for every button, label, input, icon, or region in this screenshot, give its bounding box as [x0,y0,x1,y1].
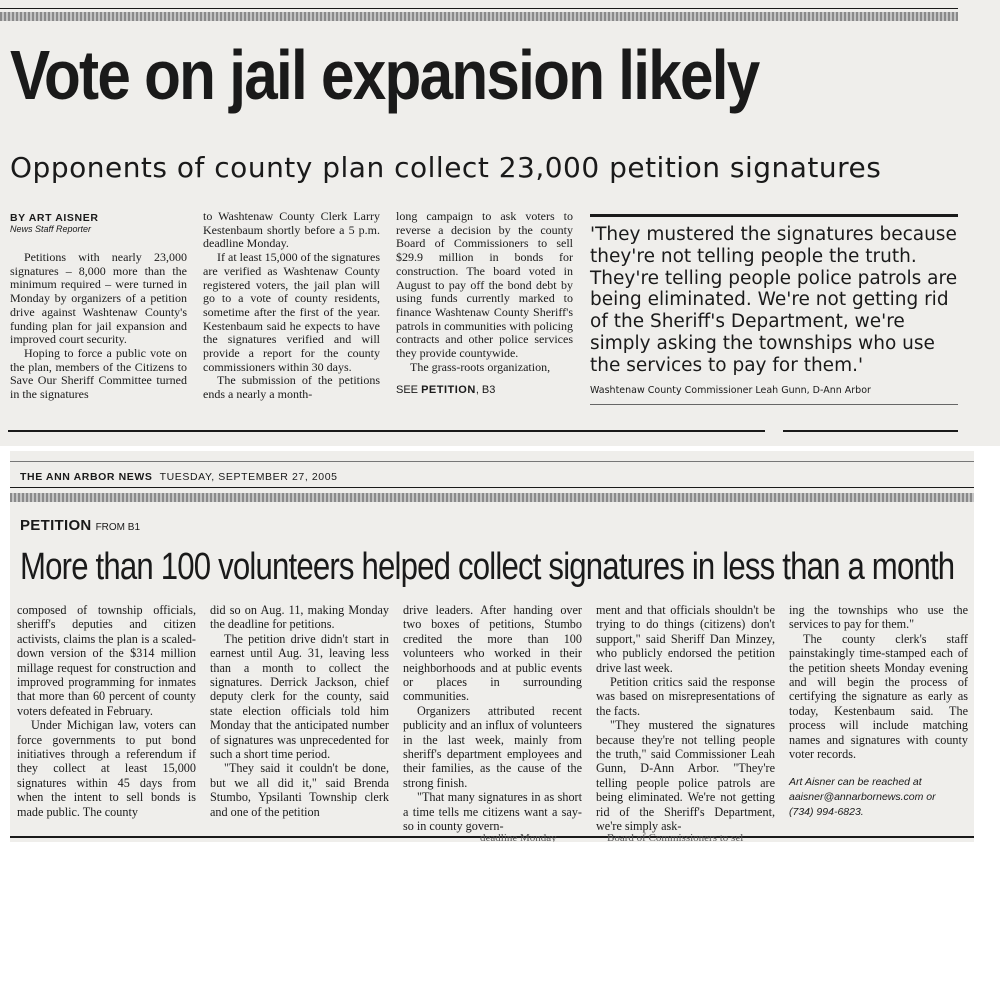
jump-slug [20,517,140,535]
pull-quote-attribution: Washtenaw County Commissioner Leah Gunn, D-Ann Arbor [590,385,871,396]
paragraph: composed of township officials, sheriff's deputies and citizen activists, claims the plan is a scaled-down version of the $314 million millage request for construction and improved programming for inmates that more than 60 percent of county voters defeated in February. [17,603,196,718]
article-column-2 [203,210,380,402]
masthead-top-rule [10,461,974,462]
jump-label: PETITION [421,384,476,397]
paragraph: Under Michigan law, voters can force governments to put bond initiatives through a referendum if they collect at least 15,000 signatures within 45 days from when the intent to sell bonds is made public. The county [17,718,196,819]
article-column-3 [403,603,582,834]
jump-line [396,384,573,398]
article-column-3 [396,210,573,398]
paragraph: The county clerk's staff painstakingly time-stamped each of the petition sheets Monday evening and will begin the process of certifying the signature as early as today, Kestenbaum said. The process will include matching names and signatures with county voter records. [789,631,968,762]
clipping-top [0,0,1000,446]
paragraph: ing the townships who use the services to pay for them." [789,603,968,632]
headline: Vote on jail expansion likely [10,36,759,114]
paragraph: Hoping to force a public vote on the plan, members of the Citizens to Save Our Sheriff Committee turned in the signatures [10,345,187,402]
paragraph: "That many signatures in as short a time tells me citizens want a say-so in county govern- [403,790,582,834]
masthead-paper: THE ANN ARBOR NEWS [20,471,153,483]
paragraph: drive leaders. After handing over two boxes of petitions, Stumbo credited the more than 100 volunteers who worked in their neighborhoods and at public events or places in surrounding communities. [403,603,582,704]
contact-email: aaisner@annarbornews.com or [789,791,936,804]
contact-phone: (734) 994-6823. [789,806,864,819]
masthead [20,471,338,483]
masthead-date: TUESDAY, SEPTEMBER 27, 2005 [159,471,338,483]
paragraph: Organizers attributed recent publicity and an influx of volunteers in the last week, mainly from sheriff's department employees and their families, as the cause of the strong finish. [403,703,582,790]
slug-label: PETITION [20,517,92,534]
pull-quote: 'They mustered the signatures because they're not telling people the truth. They're telling people police patrols are being eliminated. We're not getting rid of the Sheriff's Department, we're simply asking the townships who use the services to pay for them.' [590,224,958,376]
paragraph: The grass-roots organization, [410,359,551,374]
contact-line: Art Aisner can be reached at [789,776,922,789]
paragraph: If at least 15,000 of the signatures are verified as Washtenaw County registered voters, the jail plan will go to a vote of county residents, sometime after the first of the year. Kestenbaum said he expects to have the signatures verified and will provide a report for the county commissioners within 30 days. [203,250,380,374]
masthead-band [10,493,974,502]
pull-quote-top-rule [590,214,958,217]
clipping-bottom [10,451,974,842]
footer-rule-right [783,430,958,432]
header-rule [0,8,958,9]
article-column-2 [210,603,389,819]
article-column-1 [10,251,187,402]
paragraph: "They mustered the signatures because they're not telling people the truth," said Commissioner Leah Gunn, D-Ann Arbor. "They're telling people police patrols are being eliminated. We're not getting rid of the Sheriff's Department, we're simply ask- [596,718,775,834]
pull-quote-bottom-rule [590,404,958,405]
paragraph: ment and that officials shouldn't be trying to do things (citizens) don't support," said Sheriff Dan Minzey, who publicly endorsed the petition drive last week. [596,603,775,675]
paragraph: long campaign to ask voters to reverse a decision by the county Board of Commissioners to sell $29.9 million in bonds for construction. The board voted in August to pay off the bond debt by using funds currently marked to finance Washtenaw County Sheriff's patrols in communities with policing contracts and other police services they provide countywide. [396,209,573,361]
byline-title: News Staff Reporter [10,224,92,234]
header-band [0,12,958,21]
footer-rule [8,430,765,432]
article-column-5 [789,603,968,820]
bleed-text: deadline Monday [480,832,557,842]
article-column-4 [596,603,775,834]
paragraph: Petition critics said the response was based on misrepresentations of the facts. [596,675,775,718]
paragraph: Petitions with nearly 23,000 signatures – 8,000 more than the minimum required – were turned in Monday by organizers of a petition drive against Washtenaw County's funding plan for jail expansion and improved court security. [10,250,187,347]
paragraph: The submission of the petitions ends a nearly a month- [203,373,380,402]
byline: BY ART AISNER [10,212,99,224]
subheadline: Opponents of county plan collect 23,000 petition signatures [10,151,882,184]
bleed-text: Board of Commissioners to sel [607,832,744,842]
paragraph: "They said it couldn't be done, but we all did it," said Brenda Stumbo, Ypsilanti Township clerk and one of the petition [210,761,389,819]
slug-from: FROM B1 [95,522,141,533]
headline: More than 100 volunteers helped collect signatures in less than a month [20,546,955,588]
paragraph: The petition drive didn't start in earnest until Aug. 31, leaving less than a month to collect the signatures. Derrick Jackson, chief deputy clerk for the county, said state election officials told him Monday that the anticipated number of signatures was unprecedented for such a short time period. [210,631,389,762]
masthead-rule [10,487,974,488]
jump-page: , B3 [475,384,496,397]
paragraph: did so on Aug. 11, making Monday the deadline for petitions. [210,603,389,632]
jump-see: SEE [396,384,419,397]
paragraph: to Washtenaw County Clerk Larry Kestenbaum shortly before a 5 p.m. deadline Monday. [203,209,380,251]
article-column-1 [17,603,196,819]
reporter-contact [789,775,968,820]
